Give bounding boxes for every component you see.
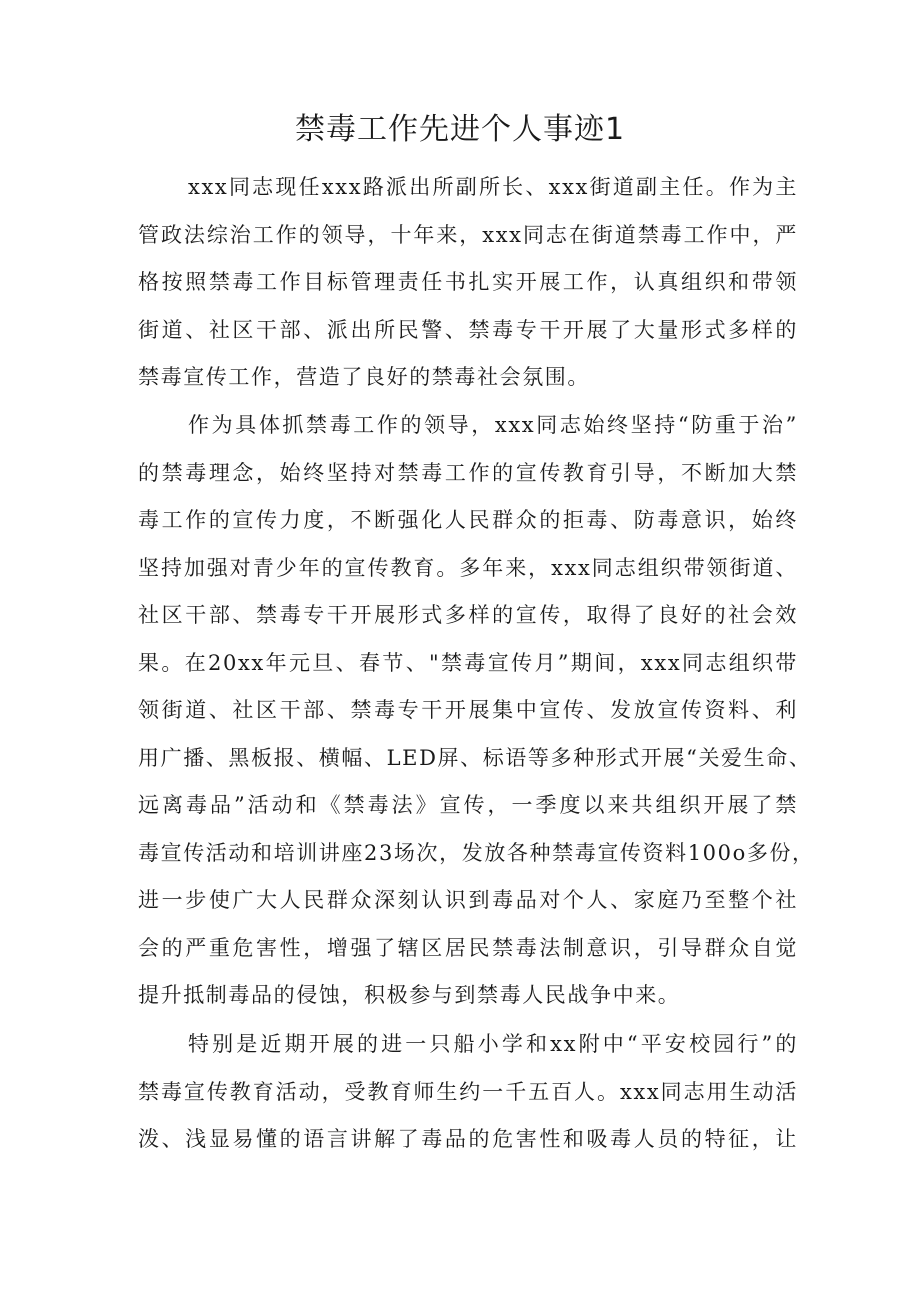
paragraph-line: 坚持加强对青少年的宣传教育。多年来，xxx同志组织带领街道、 (138, 555, 798, 580)
paragraph-line: 的禁毒理念，始终坚持对禁毒工作的宣传教育引导，不断加大禁 (138, 460, 798, 485)
paragraph-line: 街道、社区干部、派出所民警、禁毒专干开展了大量形式多样的 (138, 317, 798, 342)
paragraph-2 (138, 402, 815, 1020)
paragraph-line: 管政法综治工作的领导，十年来，xxx同志在街道禁毒工作中，严 (138, 222, 798, 247)
paragraph-line: 禁毒宣传教育活动，受教育师生约一千五百人。xxx同志用生动活 (138, 1079, 798, 1104)
paragraph-line: xxx同志现任xxx路派出所副所长、xxx街道副主任。作为主 (188, 175, 798, 199)
paragraph-line: 禁毒宣传工作，营造了良好的禁毒社会氛围。 (138, 365, 590, 389)
paragraph-3 (138, 1021, 798, 1164)
paragraph-line: 特别是近期开展的进一只船小学和xx附中“平安校园行”的 (188, 1032, 798, 1056)
paragraph-line: 毒工作的宣传力度，不断强化人民群众的拒毒、防毒意识，始终 (138, 508, 798, 532)
paragraph-line: 用广播、黑板报、横幅、LED屏、标语等多种形式开展“关爱生命、 (138, 745, 812, 770)
paragraph-line: 领街道、社区干部、禁毒专干开展集中宣传、发放宣传资料、利 (138, 698, 798, 722)
paragraph-line: 作为具体抓禁毒工作的领导，xxx同志始终坚持“防重于治” (188, 413, 798, 437)
paragraph-line: 毒宣传活动和培训讲座23场次，发放各种禁毒宣传资料100o多份， (138, 840, 815, 865)
paragraph-line: 泼、浅显易懂的语言讲解了毒品的危害性和吸毒人员的特征，让 (138, 1127, 798, 1151)
paragraph-line: 会的严重危害性，增强了辖区居民禁毒法制意识，引导群众自觉 (138, 935, 798, 960)
paragraph-line: 格按照禁毒工作目标管理责任书扎实开展工作，认真组织和带领 (138, 270, 798, 294)
paragraph-line: 果。在20xx年元旦、春节、"禁毒宣传月”期间，xxx同志组织带 (138, 650, 798, 675)
paragraph-line: 远离毒品”活动和《禁毒法》宣传，一季度以来共组织开展了禁 (138, 793, 798, 817)
paragraph-line: 进一步使广大人民群众深刻认识到毒品对个人、家庭乃至整个社 (138, 888, 798, 912)
paragraph-line: 提升抵制毒品的侵蚀，积极参与到禁毒人民战争中来。 (138, 983, 681, 1007)
paragraph-1 (138, 164, 798, 402)
document-title: 禁毒工作先进个人事迹1 (294, 112, 626, 147)
paragraph-line: 社区干部、禁毒专干开展形式多样的宣传，取得了良好的社会效 (138, 603, 798, 627)
